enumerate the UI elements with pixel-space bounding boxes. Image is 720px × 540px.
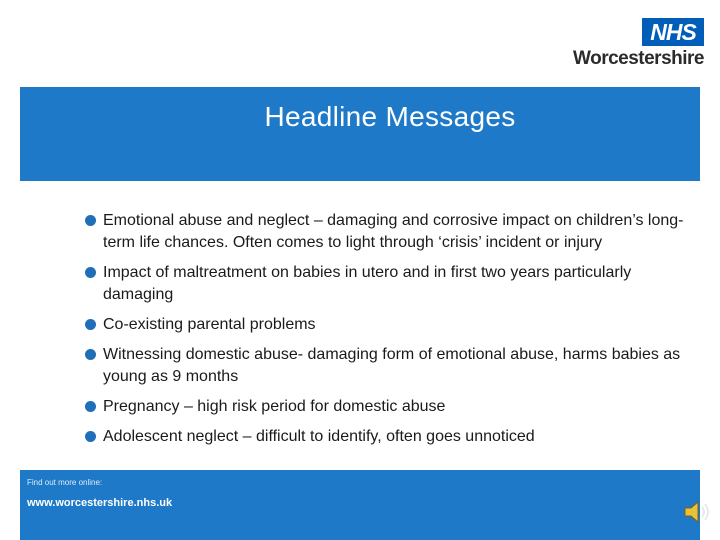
nhs-badge: NHS	[642, 18, 704, 46]
bullet-text: Pregnancy – high risk period for domestic abuse	[103, 398, 446, 415]
bullet-item	[84, 210, 704, 254]
bullet-item	[84, 262, 704, 306]
bullet-list	[84, 210, 704, 456]
bullet-item	[84, 396, 704, 418]
bullet-dot-icon	[85, 401, 96, 412]
bullet-text: Impact of maltreatment on babies in utero and in first two years particularly damaging	[103, 264, 632, 303]
footer-bar	[20, 470, 700, 540]
website-link[interactable]: www.worcestershire.nhs.uk	[27, 497, 173, 509]
slide-title: Headline Messages	[264, 101, 516, 132]
bullet-dot-icon	[85, 319, 96, 330]
find-out-more-label: Find out more online:	[27, 478, 103, 487]
bullet-item	[84, 426, 704, 448]
organisation-name: Worcestershire	[573, 48, 704, 69]
bullet-item	[84, 314, 704, 336]
bullet-dot-icon	[85, 267, 96, 278]
title-banner	[20, 87, 700, 181]
bullet-text: Adolescent neglect – difficult to identify, often goes unnoticed	[103, 428, 535, 445]
nhs-logo	[559, 18, 704, 72]
speaker-icon[interactable]	[682, 499, 712, 525]
bullet-text: Emotional abuse and neglect – damaging and corrosive impact on children’s long-term life chances. Often comes to light through ‘crisis’ incident or injury	[103, 212, 684, 251]
bullet-dot-icon	[85, 431, 96, 442]
bullet-text: Co-existing parental problems	[103, 316, 316, 333]
bullet-item	[84, 344, 704, 388]
bullet-dot-icon	[85, 349, 96, 360]
bullet-dot-icon	[85, 215, 96, 226]
bullet-text: Witnessing domestic abuse- damaging form of emotional abuse, harms babies as young as 9 months	[103, 346, 681, 385]
